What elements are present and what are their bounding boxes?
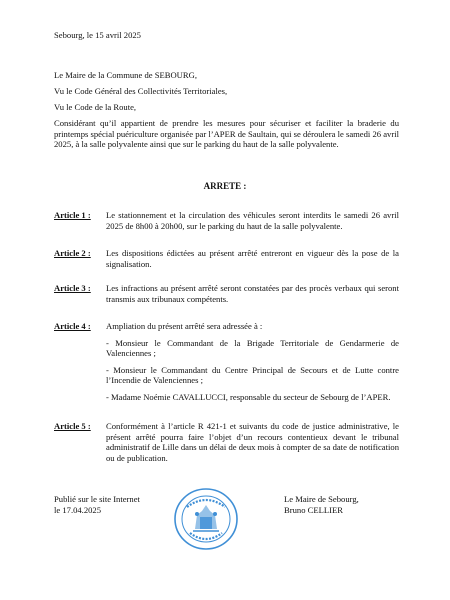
mairie-seal-graphic (173, 487, 239, 551)
article-4-recipient-gendarmerie: - Monsieur le Commandant de la Brigade Territoriale de Gendarmerie de Valenciennes ; (106, 337, 399, 359)
code-collectivites-line: Vu le Code Général des Collectivités Territoriales, (54, 86, 228, 97)
article-1-text: Le stationnement et la circulation des véhicules seront interdits le samedi 26 avril 2025 de 8h00 à 20h00, sur le parking du haut de la salle polyvalente. (106, 210, 399, 231)
signatory-title: Le Maire de Sebourg, (284, 494, 359, 504)
article-3-text: Les infractions au présent arrêté seront constatées par des procès verbaux qui seront transmis aux tribunaux compétents. (106, 283, 399, 304)
article-2-body (106, 248, 399, 275)
decree-title: ARRETE : (203, 181, 247, 191)
signatory-name: Bruno CELLIER (284, 504, 343, 515)
article-3-label: Article 3 : (54, 283, 91, 293)
code-route-line: Vu le Code de la Route, (54, 102, 137, 113)
mayor-line: Le Maire de la Commune de SEBOURG, (54, 70, 197, 80)
article-4-intro: Ampliation du présent arrêté sera adressée à : (106, 321, 263, 331)
article-3-body (106, 283, 399, 310)
considerant-paragraph: Considérant qu’il appartient de prendre les mesures pour sécuriser et faciliter la braderie du printemps spécial puériculture organisée par l’APER de Saultain, qui se déroulera le samedi 26 avril 2025, à la salle polyvalente ainsi que sur le parking du haut de la salle polyvalente. (54, 118, 399, 150)
article-2-text: Les dispositions édictées au présent arrêté entreront en vigueur dès la pose de la signalisation. (106, 248, 399, 269)
article-5-label: Article 5 : (54, 421, 91, 431)
publication-line-1: Publié sur le site Internet (54, 494, 140, 504)
signatory-block (284, 494, 359, 515)
article-4-label: Article 4 : (54, 321, 91, 331)
article-4-body (106, 321, 399, 409)
article-4-recipient-secours: - Monsieur le Commandant du Centre Principal de Secours et de Lutte contre l’Incendie de Valenciennes ; (106, 364, 399, 386)
article-5-body (106, 421, 399, 469)
publication-notice (54, 494, 140, 515)
preamble (54, 70, 399, 156)
article-4-recipient-aper: - Madame Noémie CAVALLUCCI, responsable du secteur de Sebourg de l’APER. (106, 391, 391, 402)
publication-date: le 17.04.2025 (54, 504, 102, 515)
article-1-label: Article 1 : (54, 210, 91, 220)
article-2-label: Article 2 : (54, 248, 91, 258)
mairie-seal-icon (173, 487, 239, 551)
place-date: Sebourg, le 15 avril 2025 (54, 30, 141, 40)
article-1-body (106, 210, 399, 237)
article-5-text: Conformément à l’article R 421-1 et suivants du code de justice administrative, le présent arrêté pourra faire l’objet d’un recours contentieux devant le tribunal administratif de Lille dans un délai de deux mois à compter de sa date de notification ou de publication. (106, 421, 399, 463)
